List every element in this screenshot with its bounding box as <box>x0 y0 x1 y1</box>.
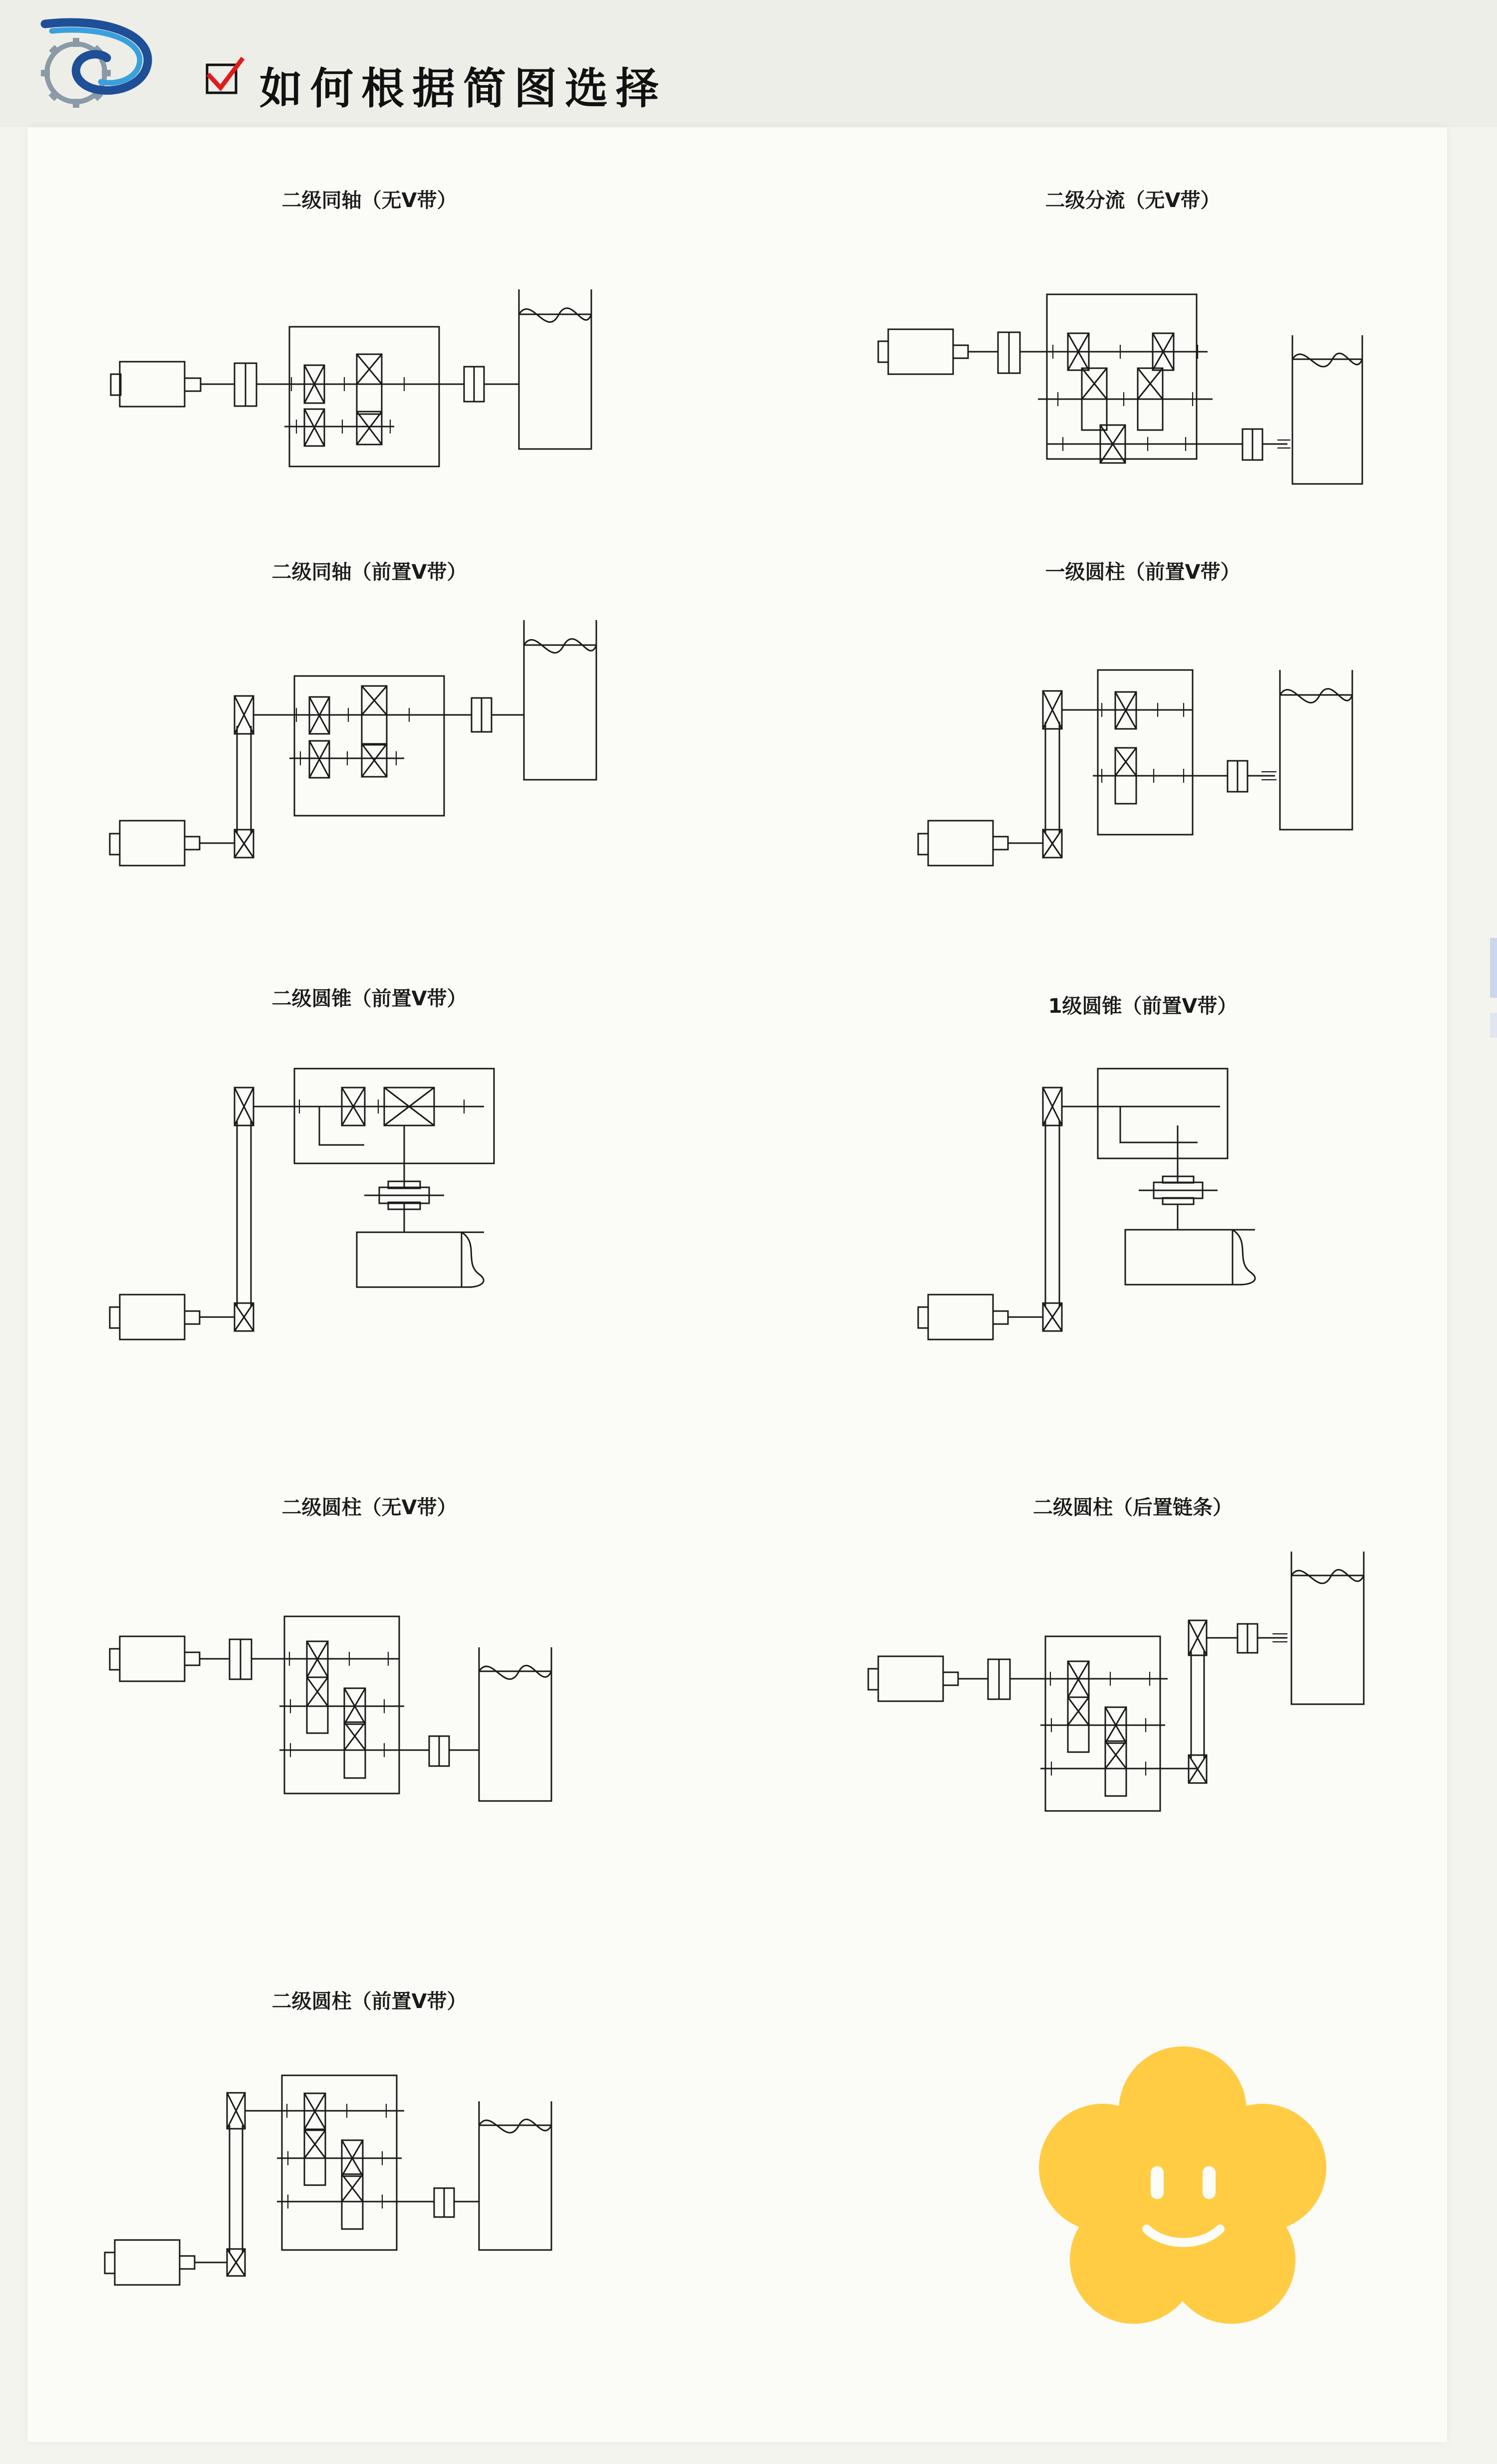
figure-diagram-1 <box>85 234 654 444</box>
figure-title-6: 1级圆锥（前置V带） <box>1048 995 1238 1018</box>
yellow-flower-smiley <box>1028 2035 1337 2345</box>
figure-diagram-6 <box>848 1038 1417 1387</box>
figure-diagram-8 <box>848 1547 1417 1826</box>
edge-marker-primary <box>1490 938 1497 998</box>
figure-title-3: 二级同轴（前置V带） <box>271 561 467 584</box>
page-header <box>0 0 1497 127</box>
figure-title-1: 二级同轴（无V带） <box>281 189 457 212</box>
figure-title-8: 二级圆柱（后置链条） <box>1033 1496 1233 1519</box>
red-checkbox-icon <box>205 59 243 97</box>
figure-diagram-5 <box>85 1038 654 1387</box>
page-title: 如何根据简图选择 <box>259 64 667 114</box>
figure-diagram-4 <box>848 606 1417 886</box>
figure-title-5: 二级圆锥（前置V带） <box>271 987 467 1010</box>
figure-title-4: 一级圆柱（前置V带） <box>1045 561 1241 584</box>
figure-diagram-9 <box>85 2040 654 2320</box>
edge-marker-secondary <box>1490 1013 1497 1038</box>
figure-diagram-3 <box>85 606 654 886</box>
figure-diagram-2 <box>848 234 1417 474</box>
figure-title-9: 二级圆柱（前置V带） <box>271 1990 467 2013</box>
figure-diagram-7 <box>85 1547 654 1826</box>
figure-title-7: 二级圆柱（无V带） <box>281 1496 457 1519</box>
figure-title-2: 二级分流（无V带） <box>1045 189 1221 212</box>
swirl-gear-logo <box>30 14 165 114</box>
